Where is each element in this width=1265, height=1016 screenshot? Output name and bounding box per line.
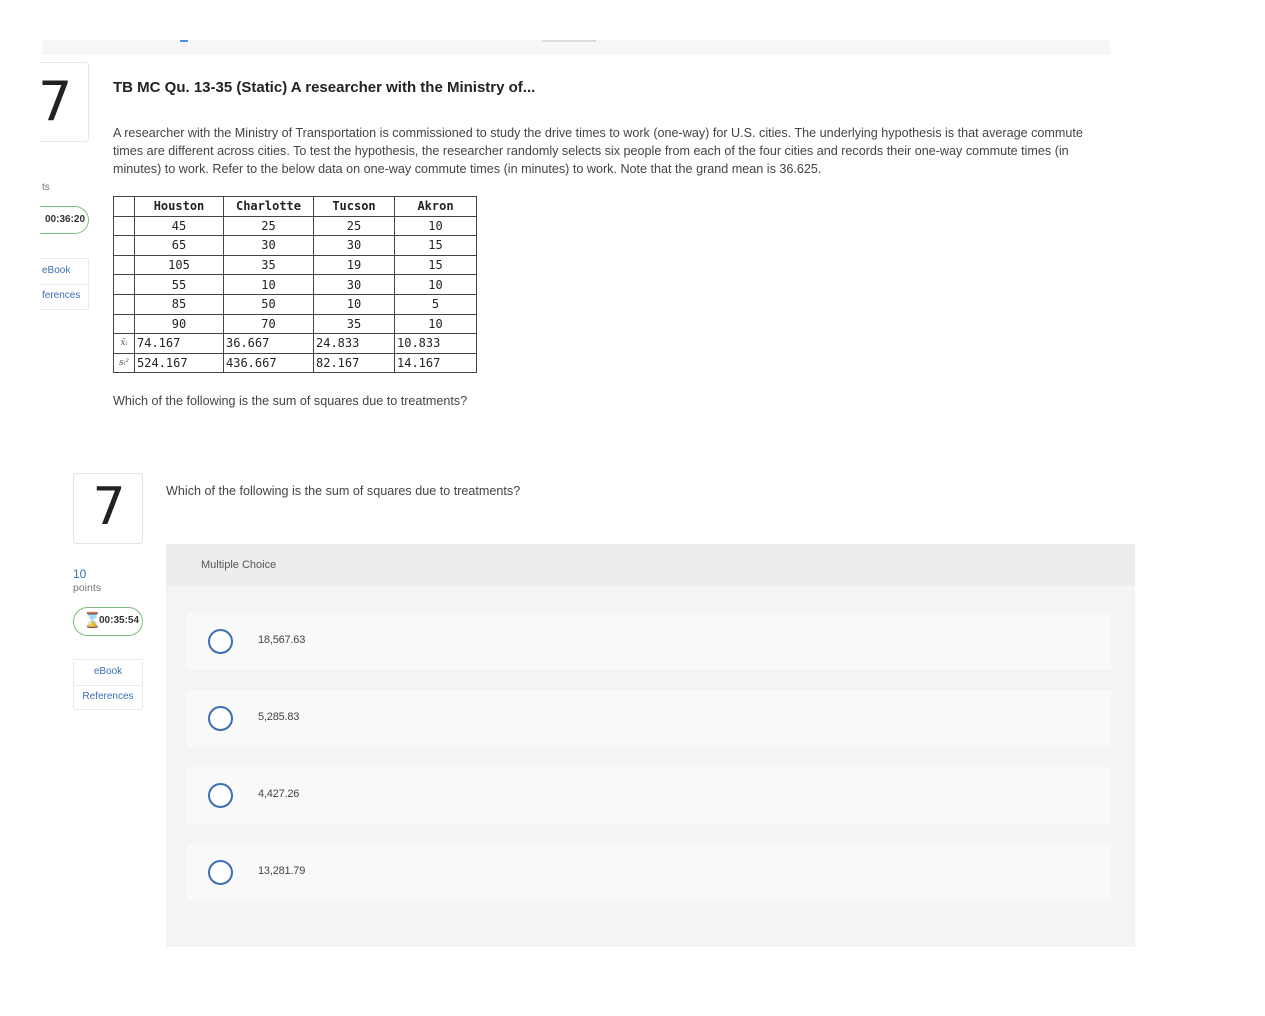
row-label-cell <box>114 294 135 314</box>
variance-cell: 436.667 <box>224 353 314 373</box>
link-divider <box>74 685 142 686</box>
question-number-upper: 7 <box>38 70 73 133</box>
table-cell: 10 <box>395 216 477 236</box>
question-body: A researcher with the Ministry of Transportation is commissioned to study the drive times to work (one-way) for U.S. cities. The underlying hypothesis is that average commute times are different across cities. To test the hypothesis, the researcher randomly selects six people from each of the four cities and records their one-way commute times (in minutes) to work. Refer to the below data on one-way commute times (in minutes) to work. Note that the grand mean is 36.625. <box>113 126 1083 176</box>
column-header: Charlotte <box>224 197 314 217</box>
table-cell: 55 <box>135 275 224 295</box>
top-toolbar-strip <box>42 40 1110 54</box>
timer <box>73 607 143 636</box>
column-header: Akron <box>395 197 477 217</box>
multiple-choice-label: Multiple Choice <box>201 559 277 571</box>
mean-cell: 36.667 <box>224 334 314 354</box>
table-cell: 10 <box>395 314 477 334</box>
mean-cell: 74.167 <box>135 334 224 354</box>
table-cell: 15 <box>395 236 477 256</box>
table-cell: 10 <box>314 294 395 314</box>
row-label-cell <box>114 314 135 334</box>
table-row <box>114 236 477 256</box>
table-cell: 45 <box>135 216 224 236</box>
mean-cell: 10.833 <box>395 334 477 354</box>
table-cell: 15 <box>395 255 477 275</box>
table-row <box>114 314 477 334</box>
row-label-cell <box>114 255 135 275</box>
table-cell: 25 <box>314 216 395 236</box>
table-cell: 30 <box>224 236 314 256</box>
table-cell: 90 <box>135 314 224 334</box>
timer-upper: 00:36:20 <box>40 206 89 234</box>
table-cell: 35 <box>314 314 395 334</box>
answer-option-label: 13,281.79 <box>258 865 306 877</box>
ebook-link[interactable]: eBook <box>93 666 123 677</box>
toolbar-pill <box>542 40 596 42</box>
points-label-fragment: ts <box>42 182 50 193</box>
table-cell: 50 <box>224 294 314 314</box>
table-cell: 30 <box>314 275 395 295</box>
table-cell: 5 <box>395 294 477 314</box>
column-header: Tucson <box>314 197 395 217</box>
question-prompt-upper: Which of the following is the sum of squares due to treatments? <box>113 394 468 408</box>
radio-button[interactable] <box>208 783 233 808</box>
table-cell: 65 <box>135 236 224 256</box>
ebook-link-upper[interactable]: eBook <box>42 265 71 276</box>
resource-links <box>73 659 143 710</box>
timer-value: 00:35:54 <box>99 615 140 626</box>
variance-symbol: sᵢ² <box>114 353 135 373</box>
answer-option[interactable] <box>187 844 1111 901</box>
mean-symbol: x̄ᵢ <box>114 334 135 354</box>
points-label: points <box>73 582 102 594</box>
radio-button[interactable] <box>208 706 233 731</box>
table-cell: 30 <box>314 236 395 256</box>
question-number: 7 <box>92 477 126 537</box>
table-row <box>114 294 477 314</box>
references-link[interactable]: References <box>82 691 134 702</box>
table-cell: 19 <box>314 255 395 275</box>
answer-option[interactable] <box>187 690 1111 747</box>
link-divider <box>40 284 89 285</box>
references-link-upper[interactable]: ferences <box>42 290 81 301</box>
row-label-cell <box>114 216 135 236</box>
table-cell: 10 <box>395 275 477 295</box>
table-row <box>114 255 477 275</box>
column-header: Houston <box>135 197 224 217</box>
table-cell: 70 <box>224 314 314 334</box>
row-label-cell <box>114 275 135 295</box>
multiple-choice-panel <box>166 544 1135 947</box>
hourglass-icon: ⌛ <box>83 612 102 629</box>
table-cell: 105 <box>135 255 224 275</box>
points-value: 10 <box>73 567 87 581</box>
variance-cell: 524.167 <box>135 353 224 373</box>
radio-button[interactable] <box>208 860 233 885</box>
table-corner-cell <box>114 197 135 217</box>
answer-option-label: 4,427.26 <box>258 788 300 800</box>
variance-cell: 14.167 <box>395 353 477 373</box>
table-row-variances <box>114 353 477 373</box>
multiple-choice-header <box>166 544 1135 586</box>
answer-option[interactable] <box>187 613 1111 670</box>
question-title: TB MC Qu. 13-35 (Static) A researcher with the Ministry of... <box>113 79 536 96</box>
commute-data-table <box>113 196 477 373</box>
variance-cell: 82.167 <box>314 353 395 373</box>
question-prompt: Which of the following is the sum of squares due to treatments? <box>166 484 521 498</box>
table-cell: 25 <box>224 216 314 236</box>
table-cell: 35 <box>224 255 314 275</box>
table-cell: 85 <box>135 294 224 314</box>
table-row-means <box>114 334 477 354</box>
question-number-box <box>73 473 143 544</box>
answer-option[interactable] <box>187 767 1111 824</box>
resource-links-upper <box>40 258 89 310</box>
table-row <box>114 275 477 295</box>
answer-option-label: 5,285.83 <box>258 711 300 723</box>
radio-button[interactable] <box>208 629 233 654</box>
answer-option-label: 18,567.63 <box>258 634 306 646</box>
progress-indicator <box>180 40 188 42</box>
row-label-cell <box>114 236 135 256</box>
mean-cell: 24.833 <box>314 334 395 354</box>
table-row <box>114 216 477 236</box>
table-cell: 10 <box>224 275 314 295</box>
table-header-row <box>114 197 477 217</box>
